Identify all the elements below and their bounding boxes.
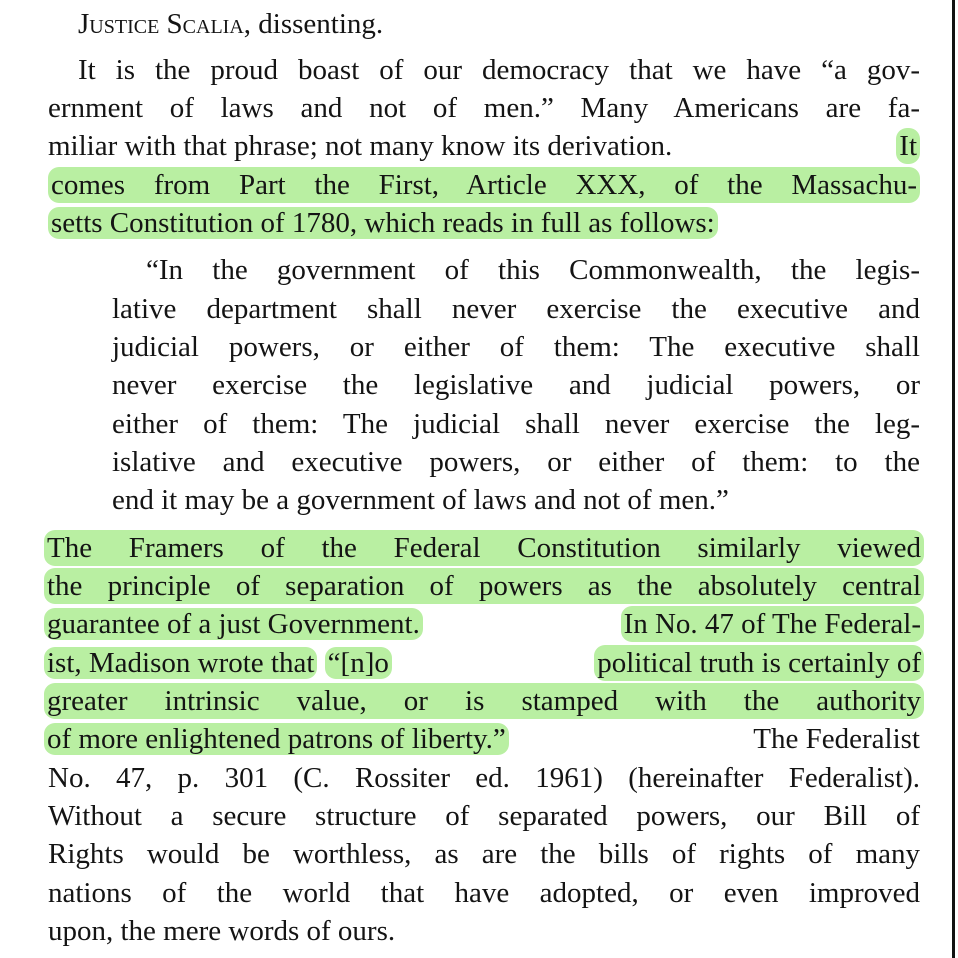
text-line: miliar with that phrase; not many know its derivation. It bbox=[48, 128, 920, 164]
quote-line: “In the government of this Commonwealth, the legis- bbox=[146, 254, 920, 286]
text-line: No. 47, p. 301 (C. Rossiter ed. 1961) (hereinafter Federalist). bbox=[48, 762, 920, 794]
highlight: ist, Madison wrote that bbox=[44, 647, 317, 679]
highlight: setts Constitution of 1780, which reads in full as follows: bbox=[48, 207, 718, 239]
highlight: It bbox=[896, 128, 920, 164]
text-line: It is the proud boast of our democracy that we have “a gov- bbox=[78, 54, 920, 86]
quote-line: judicial powers, or either of them: The executive shall bbox=[112, 331, 920, 363]
highlight: In No. 47 of The Federal- bbox=[621, 606, 924, 642]
highlight: “[n]o bbox=[325, 647, 392, 679]
justice-name: Justice Scalia bbox=[78, 8, 244, 40]
highlight: guarantee of a just Government. bbox=[44, 608, 423, 640]
quote-line: end it may be a government of laws and not of men.” bbox=[112, 484, 729, 516]
text-line: nations of the world that have adopted, or even improved bbox=[48, 877, 920, 909]
text-line bbox=[44, 530, 924, 566]
highlight: comes from Part the First, Article XXX, of the Massachu- bbox=[48, 167, 920, 203]
highlight: greater intrinsic value, or is stamped with the authority bbox=[44, 683, 924, 719]
text-line: Rights would be worthless, as are the bills of rights of many bbox=[48, 838, 920, 870]
text-line: upon, the mere words of ours. bbox=[48, 915, 396, 947]
text-line: ernment of laws and not of men.” Many Americans are fa- bbox=[48, 92, 920, 124]
highlight: the principle of separation of powers as the absolutely central bbox=[44, 568, 924, 604]
text-line: Without a secure structure of separated powers, our Bill of bbox=[48, 800, 920, 832]
text-line bbox=[44, 645, 924, 681]
text-line bbox=[44, 683, 924, 719]
quote-line: lative department shall never exercise the executive and bbox=[112, 293, 920, 325]
quote-line: never exercise the legislative and judicial powers, or bbox=[112, 369, 920, 401]
text-line: of more enlightened patrons of liberty.” The Federalist bbox=[44, 721, 920, 757]
text-line bbox=[44, 568, 924, 604]
quote-line: either of them: The judicial shall never exercise the leg- bbox=[112, 408, 920, 440]
opinion-type: , dissenting. bbox=[243, 8, 384, 40]
highlight: The Framers of the Federal Constitution similarly viewed bbox=[44, 530, 924, 566]
highlight: political truth is certainly of bbox=[594, 645, 924, 681]
text-line bbox=[44, 606, 924, 642]
quote-line: islative and executive powers, or either of them: to the bbox=[112, 446, 920, 478]
highlight: of more enlightened patrons of liberty.” bbox=[44, 723, 509, 755]
